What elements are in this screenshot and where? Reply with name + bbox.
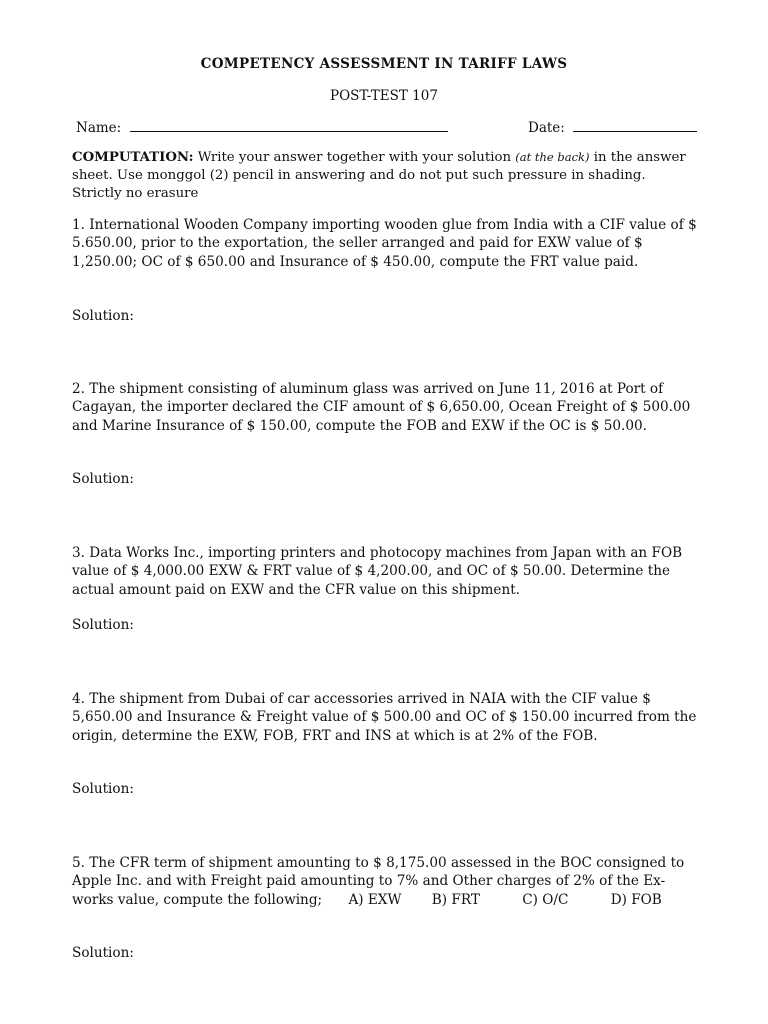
question-5-option-c: C) O/C xyxy=(522,891,569,908)
name-field xyxy=(76,120,448,136)
date-label: Date: xyxy=(528,120,565,136)
instructions-text-1: Write your answer together with your solution xyxy=(197,150,512,165)
date-blank-line xyxy=(573,131,697,132)
solution-label-2: Solution: xyxy=(72,471,134,487)
question-5-option-b: B) FRT xyxy=(431,891,480,908)
question-5-option-d: D) FOB xyxy=(610,891,662,908)
question-5 xyxy=(72,854,702,909)
page-title: COMPETENCY ASSESSMENT IN TARIFF LAWS xyxy=(200,56,568,72)
question-3: 3. Data Works Inc., importing printers and photocopy machines from Japan with an FOB value of $ 4,000.00 EXW & FRT value of $ 4,200.00, and OC of $ 50.00. Determine the actual amount paid on EXW and the CFR value on this shipment. xyxy=(72,545,683,598)
solution-label-4: Solution: xyxy=(72,781,134,797)
solution-label-5: Solution: xyxy=(72,945,134,961)
date-field xyxy=(528,120,697,136)
question-5-text: 5. The CFR term of shipment amounting to $ 8,175.00 assessed in the BOC consigned to Apple Inc. and with Freight paid amounting to 7% and Other charges of 2% of the Ex-works value, compute the following; xyxy=(72,855,685,908)
instructions-note: (at the back) xyxy=(515,150,590,164)
question-5-option-a: A) EXW xyxy=(348,891,402,908)
solution-label-3: Solution: xyxy=(72,617,134,633)
instructions-heading: COMPUTATION: xyxy=(72,150,194,165)
name-label: Name: xyxy=(76,120,122,136)
question-2: 2. The shipment consisting of aluminum glass was arrived on June 11, 2016 at Port of Cagayan, the importer declared the CIF amount of $ 6,650.00, Ocean Freight of $ 500.00 and Marine Insurance of $ 150.00, compute the FOB and EXW if the OC is $ 50.00. xyxy=(72,381,691,434)
page-subtitle: POST-TEST 107 xyxy=(330,88,438,104)
solution-label-1: Solution: xyxy=(72,308,134,324)
instructions xyxy=(72,148,696,203)
question-4: 4. The shipment from Dubai of car accessories arrived in NAIA with the CIF value $ 5,650.00 and Insurance & Freight value of $ 500.00 and OC of $ 150.00 incurred from the origin, determine the EXW, FOB, FRT and INS at which is at 2% of the FOB. xyxy=(72,691,697,744)
name-blank-line xyxy=(130,131,448,132)
question-1: 1. International Wooden Company importing wooden glue from India with a CIF value of $ 5.650.00, prior to the exportation, the seller arranged and paid for EXW value of $ 1,250.00; OC of $ 650.00 and Insurance of $ 450.00, compute the FRT value paid. xyxy=(72,217,697,270)
instructions-text-2: in the answer sheet. Use monggol (2) pencil in answering and do not put such pressure in shading. Strictly no erasure xyxy=(72,150,686,201)
